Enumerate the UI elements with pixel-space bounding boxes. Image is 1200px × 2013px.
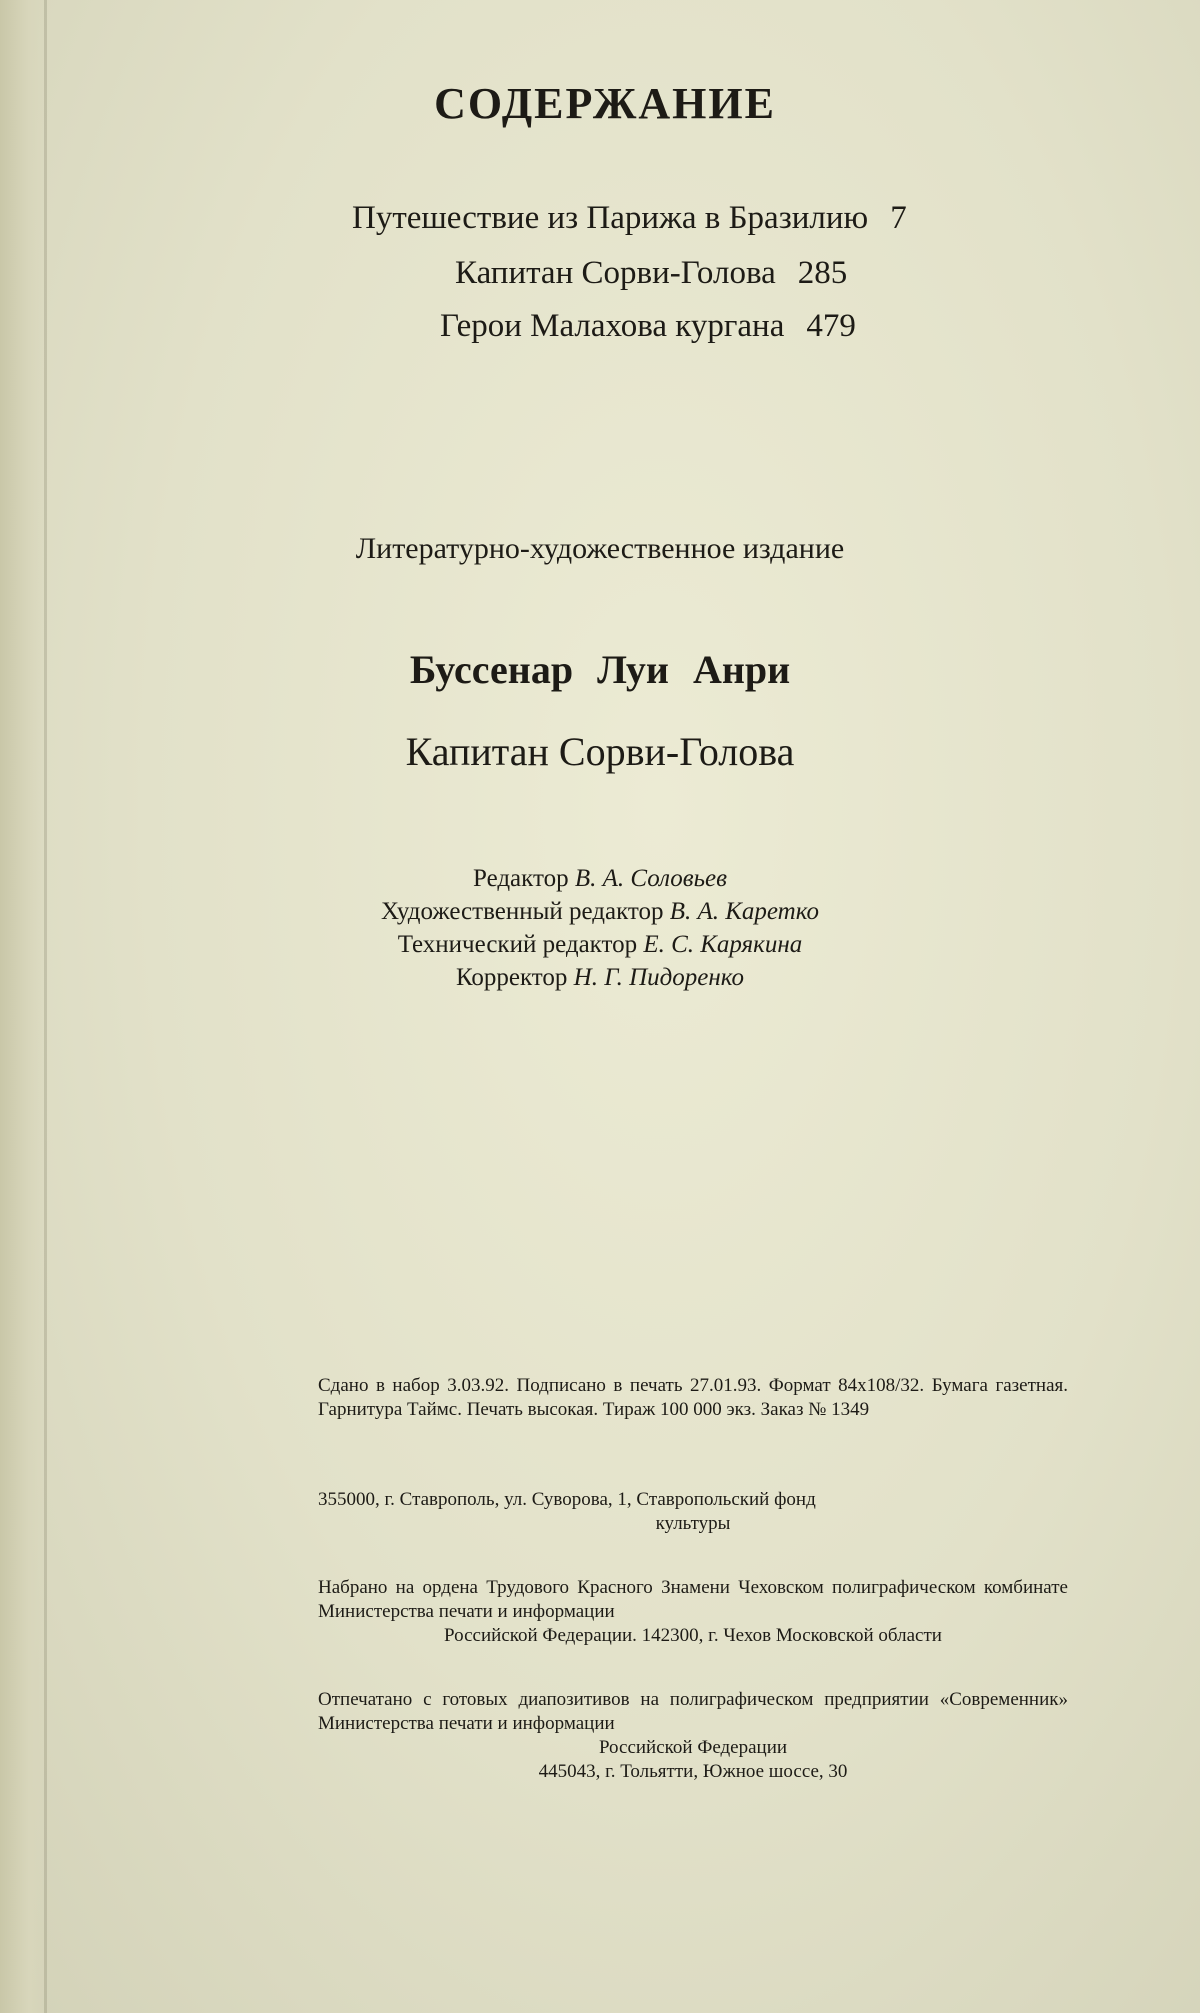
imprint-printed (318, 1688, 1068, 1784)
imprint-text: Набрано на ордена Трудового Красного Знамени Чеховском полиграфическом комбинате Министерства печати и информации (318, 1577, 1068, 1622)
toc-heading: СОДЕРЖАНИЕ (434, 79, 776, 128)
credit-name: В. А. Соловьев (574, 865, 727, 892)
toc-entry-page: 7 (890, 200, 907, 236)
credit-line (0, 862, 1200, 895)
imprint-print-data (318, 1374, 1068, 1422)
credit-name: В. А. Каретко (669, 898, 819, 925)
toc-entry-title: Герои Малахова кургана (440, 308, 785, 344)
toc-entry (455, 255, 847, 292)
credit-name: Е. С. Карякина (643, 931, 803, 958)
page-binding-edge (0, 0, 48, 2013)
credit-line (0, 928, 1200, 961)
imprint-text: 355000, г. Ставрополь, ул. Суворова, 1, Ставропольский фонд (318, 1489, 816, 1510)
credit-name: Н. Г. Пидоренко (573, 964, 745, 991)
toc-entry-page: 285 (797, 255, 848, 291)
toc-entry (440, 308, 856, 345)
toc-entry-title: Капитан Сорви-Голова (455, 255, 776, 291)
toc-entry-title: Путешествие из Парижа в Бразилию (352, 200, 869, 236)
credit-line (0, 961, 1200, 994)
imprint-text: Сдано в набор 3.03.92. Подписано в печать 27.01.93. Формат 84x108/32. Бумага газетная. Гарнитура Таймс. Печать высокая. Тираж 100 000 экз. Заказ № 1349 (318, 1375, 1068, 1420)
credit-role: Художественный редактор (381, 898, 664, 925)
imprint-publisher (318, 1488, 1068, 1536)
credit-role: Корректор (455, 964, 568, 991)
imprint-text-last: 445043, г. Тольятти, Южное шоссе, 30 (538, 1761, 848, 1782)
credit-role: Редактор (473, 865, 569, 892)
author-name: Буссенар Луи Анри (409, 647, 791, 692)
credit-line (0, 895, 1200, 928)
credits-list (0, 862, 1200, 994)
book-title: Капитан Сорви-Голова (405, 729, 795, 774)
credit-role: Технический редактор (397, 931, 638, 958)
page-fold-line (44, 0, 47, 2013)
imprint-text: Отпечатано с готовых диапозитивов на полиграфическом предприятии «Современник» Министерства печати и информации (318, 1689, 1068, 1734)
toc-entry-page: 479 (806, 308, 856, 344)
edition-type: Литературно-художественное издание (355, 532, 845, 565)
imprint-typeset (318, 1576, 1068, 1648)
imprint-text-last: культуры (655, 1513, 731, 1534)
imprint-text-last: Российской Федерации. 142300, г. Чехов Московской области (444, 1625, 942, 1646)
toc-entry (352, 200, 907, 237)
imprint-text-line: Российской Федерации (598, 1737, 788, 1758)
